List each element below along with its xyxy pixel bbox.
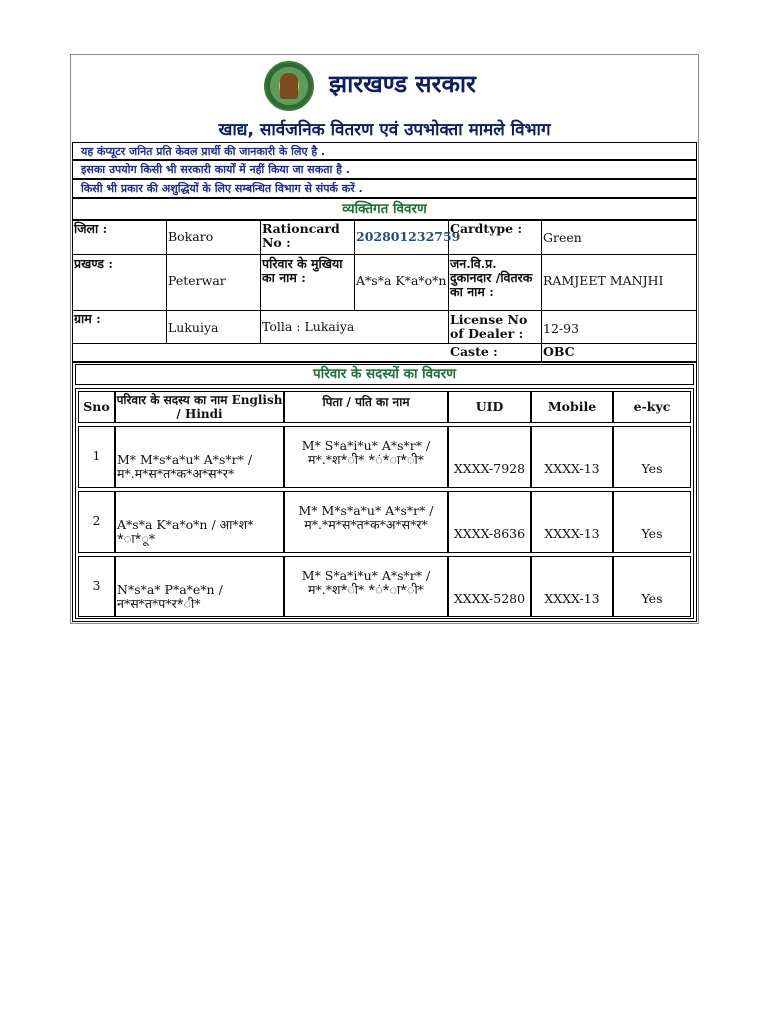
tolla-value: Tolla : Lukaiya bbox=[261, 311, 448, 343]
notice-line-1: यह कंप्यूटर जनित प्रति केवल प्रार्थी की जानकारी के लिए है . bbox=[72, 142, 697, 160]
notice-line-3: किसी भी प्रकार की अशुद्धियों के लिए सम्बन्धित विभाग से संपर्क करें . bbox=[72, 179, 697, 198]
member-3-mobile: XXXX-13 bbox=[531, 556, 613, 617]
district-label: जिला : bbox=[74, 221, 108, 236]
rationcard-label: Rationcard No : bbox=[262, 221, 340, 250]
cardtype-value: Green bbox=[543, 230, 582, 245]
notice-line-2: इसका उपयोग किसी भी सरकारी कार्यों में नहीं किया जा सकता है . bbox=[72, 160, 697, 179]
member-2-ekyc: Yes bbox=[613, 491, 691, 553]
personal-details-title: व्यक्तिगत विवरण bbox=[72, 198, 697, 220]
license-label: License No of Dealer : bbox=[450, 312, 528, 341]
member-3-sno: 3 bbox=[78, 556, 115, 617]
member-1-ekyc: Yes bbox=[613, 426, 691, 488]
member-1-mobile: XXXX-13 bbox=[531, 426, 613, 488]
cardtype-label: Cardtype : bbox=[450, 221, 523, 236]
ration-card-document bbox=[70, 54, 699, 624]
village-label: ग्राम : bbox=[74, 311, 101, 326]
block-label: प्रखण्ड : bbox=[74, 256, 113, 271]
member-2-uid: XXXX-8636 bbox=[448, 491, 531, 553]
personal-details-table bbox=[72, 220, 697, 362]
government-title: झारखण्ड सरकार bbox=[329, 70, 476, 98]
header-ekyc: e-kyc bbox=[613, 391, 691, 423]
caste-value: OBC bbox=[543, 344, 575, 359]
village-value: Lukuiya bbox=[168, 320, 219, 335]
header-uid: UID bbox=[448, 391, 531, 423]
member-2-name: A*s*a K*a*o*n / आ*श* *ा*ू* bbox=[115, 491, 284, 553]
document-header bbox=[71, 55, 698, 141]
member-1-name: M* M*s*a*u* A*s*r* / म*.म*स*त*क*अ*स*र* bbox=[115, 426, 284, 488]
member-2-sno: 2 bbox=[78, 491, 115, 553]
member-2-mobile: XXXX-13 bbox=[531, 491, 613, 553]
member-3-father-name: M* S*a*i*u* A*s*r* / म*.*श*ी* *ं*ा*ी* bbox=[284, 556, 448, 617]
family-members-title: परिवार के सदस्यों का विवरण bbox=[75, 364, 694, 385]
members-table bbox=[75, 388, 694, 619]
family-head-value: A*s*a K*a*o*n bbox=[356, 273, 447, 288]
member-3-ekyc: Yes bbox=[613, 556, 691, 617]
member-1-uid: XXXX-7928 bbox=[448, 426, 531, 488]
header-mobile: Mobile bbox=[531, 391, 613, 423]
block-value: Peterwar bbox=[168, 273, 226, 288]
member-1-sno: 1 bbox=[78, 426, 115, 488]
header-member-name: परिवार के सदस्य का नाम English / Hindi bbox=[116, 393, 283, 421]
department-title: खाद्य, सार्वजनिक वितरण एवं उपभोक्ता मामले विभाग bbox=[218, 120, 551, 140]
member-3-name: N*s*a* P*a*e*n / न*स*त*प*र*ी* bbox=[115, 556, 284, 617]
caste-label: Caste : bbox=[450, 344, 498, 359]
jharkhand-emblem-icon bbox=[264, 61, 314, 111]
family-head-label: परिवार के मुखिया का नाम : bbox=[262, 256, 343, 285]
district-value: Bokaro bbox=[168, 229, 214, 244]
header-sno: Sno bbox=[78, 391, 115, 423]
license-value: 12-93 bbox=[543, 321, 580, 336]
family-members-section bbox=[72, 362, 697, 622]
member-3-uid: XXXX-5280 bbox=[448, 556, 531, 617]
dealer-value: RAMJEET MANJHI bbox=[543, 273, 664, 288]
header-father-husband-name: पिता / पति का नाम bbox=[284, 391, 448, 423]
dealer-label: जन.वि.प्र. दुकानदार /वितरक का नाम : bbox=[450, 256, 533, 299]
member-2-father-name: M* M*s*a*u* A*s*r* / म*.*म*स*त*क*अ*स*र* bbox=[284, 491, 448, 553]
member-1-father-name: M* S*a*i*u* A*s*r* / म*.*श*ी* *ं*ा*ी* bbox=[284, 426, 448, 488]
rationcard-number: 202801232759 bbox=[356, 229, 461, 244]
